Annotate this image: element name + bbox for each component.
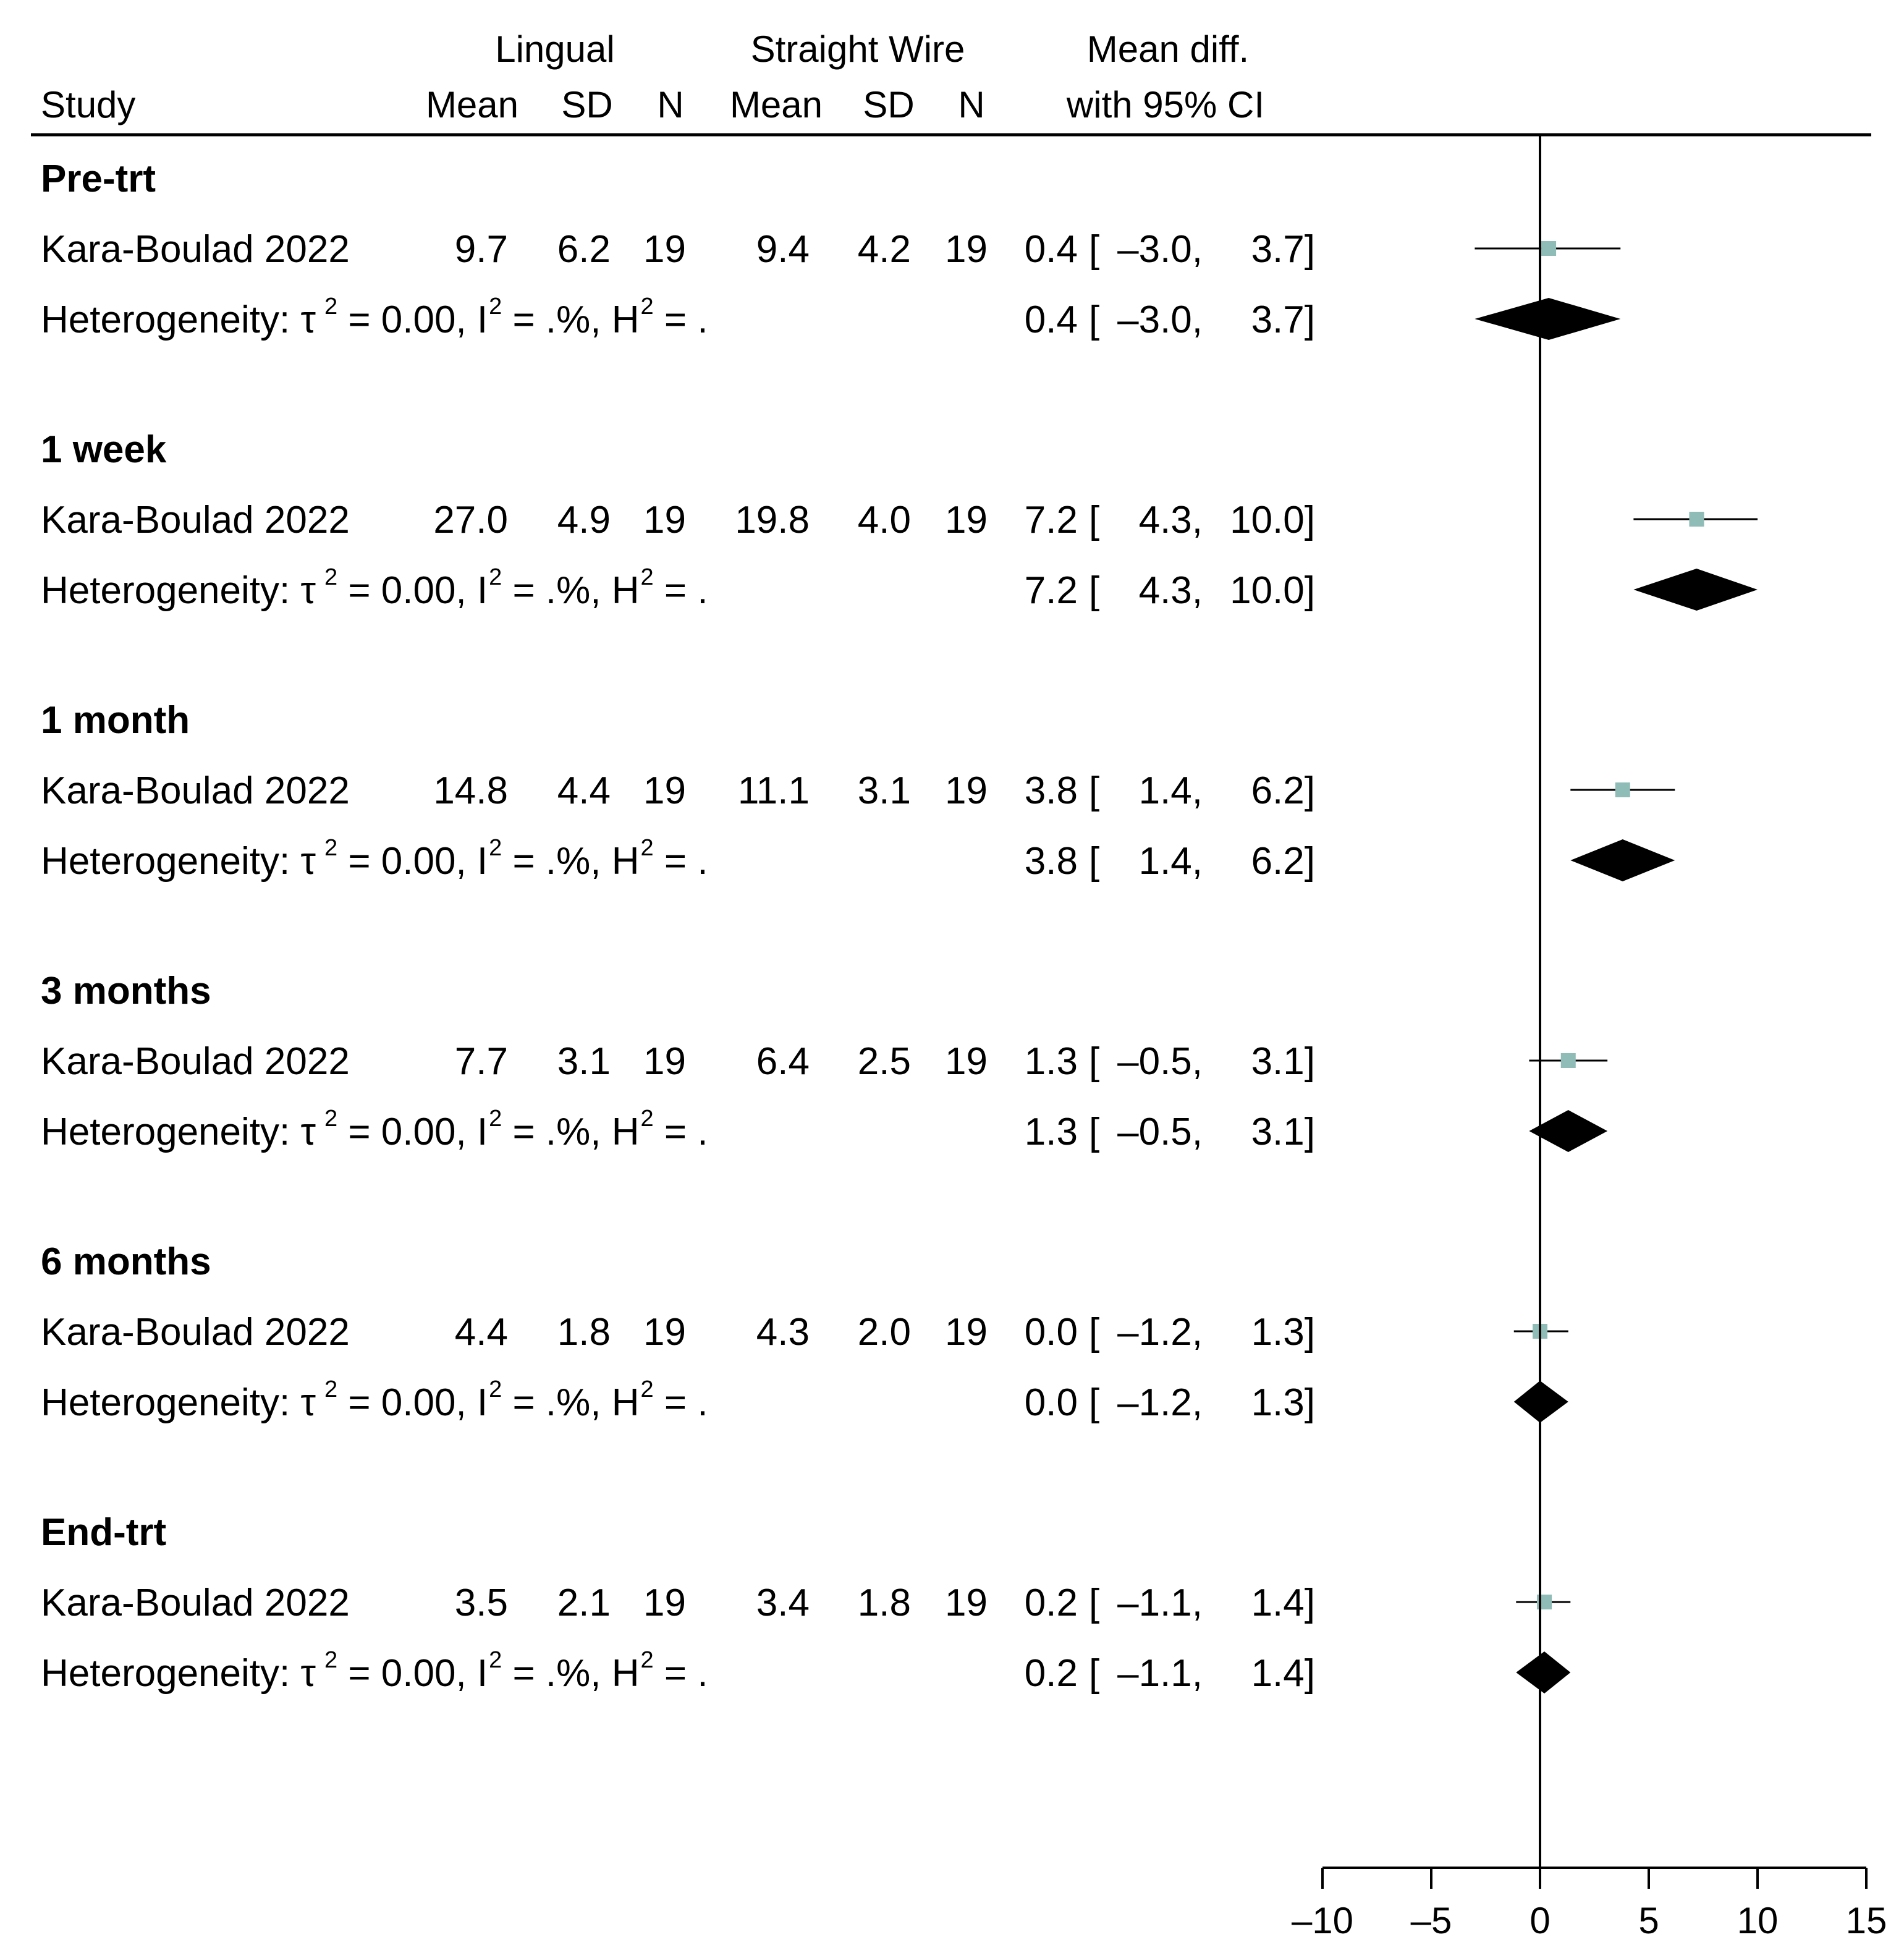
pooled-ci-lower: –1.1,	[1117, 1652, 1203, 1695]
group-label: 1 month	[41, 699, 190, 742]
study-ci-upper: 3.7]	[1251, 228, 1315, 271]
pooled-ci-estimate: 0.4	[1024, 299, 1078, 341]
pooled-ci-upper: 6.2]	[1251, 840, 1315, 883]
group-label: End-trt	[41, 1511, 167, 1554]
g1-n: 19	[643, 769, 686, 812]
study-ci-lower: 4.3,	[1138, 499, 1203, 541]
study-ci-estimate: 3.8	[1024, 769, 1078, 812]
g2-mean: 4.3	[756, 1311, 810, 1354]
pooled-ci-upper: 3.7]	[1251, 299, 1315, 341]
pooled-diamond	[1516, 1651, 1570, 1693]
g2-sd: 2.0	[857, 1311, 911, 1354]
pooled-ci-lower: 1.4,	[1138, 840, 1203, 883]
g2-sd: 3.1	[857, 769, 911, 812]
pooled-diamond	[1475, 298, 1620, 340]
heterogeneity-text: Heterogeneity: τ $^2$ = 0.00, $I^2$ = .%, $H^2$ = .	[41, 1376, 708, 1424]
g1-sd: 2.1	[557, 1582, 611, 1624]
pooled-ci-upper: 3.1]	[1251, 1111, 1315, 1153]
x-tick-label: –5	[1410, 1900, 1452, 1941]
study-ci-open-bracket: [	[1089, 1311, 1100, 1354]
header-g2-sd: SD	[863, 84, 915, 125]
pooled-diamond	[1570, 839, 1675, 881]
header-g1-sd: SD	[561, 84, 613, 125]
header-study: Study	[41, 84, 136, 125]
header-g2-mean: Mean	[729, 84, 823, 125]
pooled-ci-estimate: 7.2	[1024, 569, 1078, 612]
g2-sd: 1.8	[857, 1582, 911, 1624]
study-name: Kara-Boulad 2022	[41, 228, 350, 271]
g1-sd: 4.9	[557, 499, 611, 541]
pooled-ci-open-bracket: [	[1089, 1111, 1100, 1153]
pooled-ci-estimate: 3.8	[1024, 840, 1078, 883]
g2-mean: 11.1	[737, 769, 810, 812]
g2-sd: 4.2	[857, 228, 911, 271]
g1-mean: 7.7	[454, 1040, 508, 1083]
pooled-ci-lower: –3.0,	[1117, 299, 1203, 341]
header-group1: Lingual	[495, 28, 615, 70]
g1-sd: 6.2	[557, 228, 611, 271]
g2-mean: 3.4	[756, 1582, 810, 1624]
study-ci-open-bracket: [	[1089, 228, 1100, 271]
study-name: Kara-Boulad 2022	[41, 769, 350, 812]
g1-n: 19	[643, 1582, 686, 1624]
study-ci-upper: 1.3]	[1251, 1311, 1315, 1354]
g2-n: 19	[945, 1582, 988, 1624]
g2-sd: 4.0	[857, 499, 911, 541]
g1-n: 19	[643, 228, 686, 271]
g2-mean: 6.4	[756, 1040, 810, 1083]
g1-mean: 27.0	[433, 499, 508, 541]
x-axis	[1292, 1868, 1887, 1941]
study-name: Kara-Boulad 2022	[41, 1582, 350, 1624]
header-group2: Straight Wire	[750, 28, 965, 70]
study-ci-upper: 10.0]	[1230, 499, 1315, 541]
group-label: Pre-trt	[41, 158, 156, 200]
pooled-ci-lower: –0.5,	[1117, 1111, 1203, 1153]
study-rows	[41, 158, 1315, 1695]
heterogeneity-text: Heterogeneity: τ $^2$ = 0.00, $I^2$ = .%, $H^2$ = .	[41, 1106, 708, 1153]
study-ci-upper: 1.4]	[1251, 1582, 1315, 1624]
g1-mean: 3.5	[454, 1582, 508, 1624]
study-point-marker	[1541, 241, 1556, 256]
g2-mean: 9.4	[756, 228, 810, 271]
study-ci-estimate: 0.0	[1024, 1311, 1078, 1354]
pooled-ci-estimate: 0.2	[1024, 1652, 1078, 1695]
study-ci-estimate: 0.4	[1024, 228, 1078, 271]
g2-sd: 2.5	[857, 1040, 911, 1083]
g2-n: 19	[945, 1040, 988, 1083]
group-label: 3 months	[41, 970, 211, 1012]
x-tick-label: 10	[1737, 1900, 1779, 1941]
pooled-ci-open-bracket: [	[1089, 840, 1100, 883]
study-point-marker	[1615, 782, 1630, 797]
group-label: 1 week	[41, 428, 167, 471]
study-ci-estimate: 7.2	[1024, 499, 1078, 541]
x-tick-label: –10	[1291, 1900, 1354, 1941]
pooled-ci-open-bracket: [	[1089, 569, 1100, 612]
pooled-ci-estimate: 0.0	[1024, 1381, 1078, 1424]
study-ci-upper: 3.1]	[1251, 1040, 1315, 1083]
header-g2-n: N	[958, 84, 985, 125]
header-g1-n: N	[657, 84, 684, 125]
heterogeneity-text: Heterogeneity: τ $^2$ = 0.00, $I^2$ = .%, $H^2$ = .	[41, 564, 708, 612]
g2-n: 19	[945, 769, 988, 812]
pooled-ci-lower: –1.2,	[1117, 1381, 1203, 1424]
pooled-ci-open-bracket: [	[1089, 1652, 1100, 1695]
g2-n: 19	[945, 228, 988, 271]
g1-sd: 1.8	[557, 1311, 611, 1354]
study-ci-upper: 6.2]	[1251, 769, 1315, 812]
g1-mean: 14.8	[433, 769, 508, 812]
g1-mean: 9.7	[454, 228, 508, 271]
study-point-marker	[1689, 512, 1704, 527]
study-ci-lower: 1.4,	[1138, 769, 1203, 812]
pooled-ci-open-bracket: [	[1089, 299, 1100, 341]
study-ci-open-bracket: [	[1089, 769, 1100, 812]
pooled-ci-upper: 1.3]	[1251, 1381, 1315, 1424]
header-effect-line1: Mean diff.	[1086, 28, 1250, 70]
x-tick-label: 15	[1845, 1900, 1887, 1941]
study-ci-estimate: 0.2	[1024, 1582, 1078, 1624]
study-ci-open-bracket: [	[1089, 1582, 1100, 1624]
study-ci-lower: –3.0,	[1117, 228, 1203, 271]
heterogeneity-text: Heterogeneity: τ $^2$ = 0.00, $I^2$ = .%, $H^2$ = .	[41, 835, 708, 883]
study-ci-lower: –1.1,	[1117, 1582, 1203, 1624]
g2-mean: 19.8	[735, 499, 810, 541]
g1-n: 19	[643, 499, 686, 541]
study-ci-lower: –0.5,	[1117, 1040, 1203, 1083]
study-ci-open-bracket: [	[1089, 1040, 1100, 1083]
study-ci-open-bracket: [	[1089, 499, 1100, 541]
g1-sd: 3.1	[557, 1040, 611, 1083]
x-tick-label: 5	[1638, 1900, 1659, 1941]
pooled-ci-estimate: 1.3	[1024, 1111, 1078, 1153]
group-label: 6 months	[41, 1240, 211, 1283]
heterogeneity-text: Heterogeneity: τ $^2$ = 0.00, $I^2$ = .%, $H^2$ = .	[41, 294, 708, 341]
study-ci-estimate: 1.3	[1024, 1040, 1078, 1083]
pooled-ci-open-bracket: [	[1089, 1381, 1100, 1424]
study-name: Kara-Boulad 2022	[41, 499, 350, 541]
column-headers	[41, 28, 1264, 125]
pooled-ci-lower: 4.3,	[1138, 569, 1203, 612]
heterogeneity-text: Heterogeneity: τ $^2$ = 0.00, $I^2$ = .%, $H^2$ = .	[41, 1647, 708, 1695]
g2-n: 19	[945, 499, 988, 541]
plot-marks	[1475, 135, 1758, 1868]
g1-mean: 4.4	[454, 1311, 508, 1354]
header-g1-mean: Mean	[425, 84, 519, 125]
g1-n: 19	[643, 1311, 686, 1354]
g2-n: 19	[945, 1311, 988, 1354]
pooled-ci-upper: 10.0]	[1230, 569, 1315, 612]
study-ci-lower: –1.2,	[1117, 1311, 1203, 1354]
header-effect-line2: with 95% CI	[1066, 84, 1265, 125]
study-name: Kara-Boulad 2022	[41, 1311, 350, 1354]
study-point-marker	[1561, 1053, 1576, 1068]
g1-n: 19	[643, 1040, 686, 1083]
pooled-ci-upper: 1.4]	[1251, 1652, 1315, 1695]
g1-sd: 4.4	[557, 769, 611, 812]
study-name: Kara-Boulad 2022	[41, 1040, 350, 1083]
pooled-diamond	[1633, 569, 1758, 611]
x-tick-label: 0	[1530, 1900, 1551, 1941]
